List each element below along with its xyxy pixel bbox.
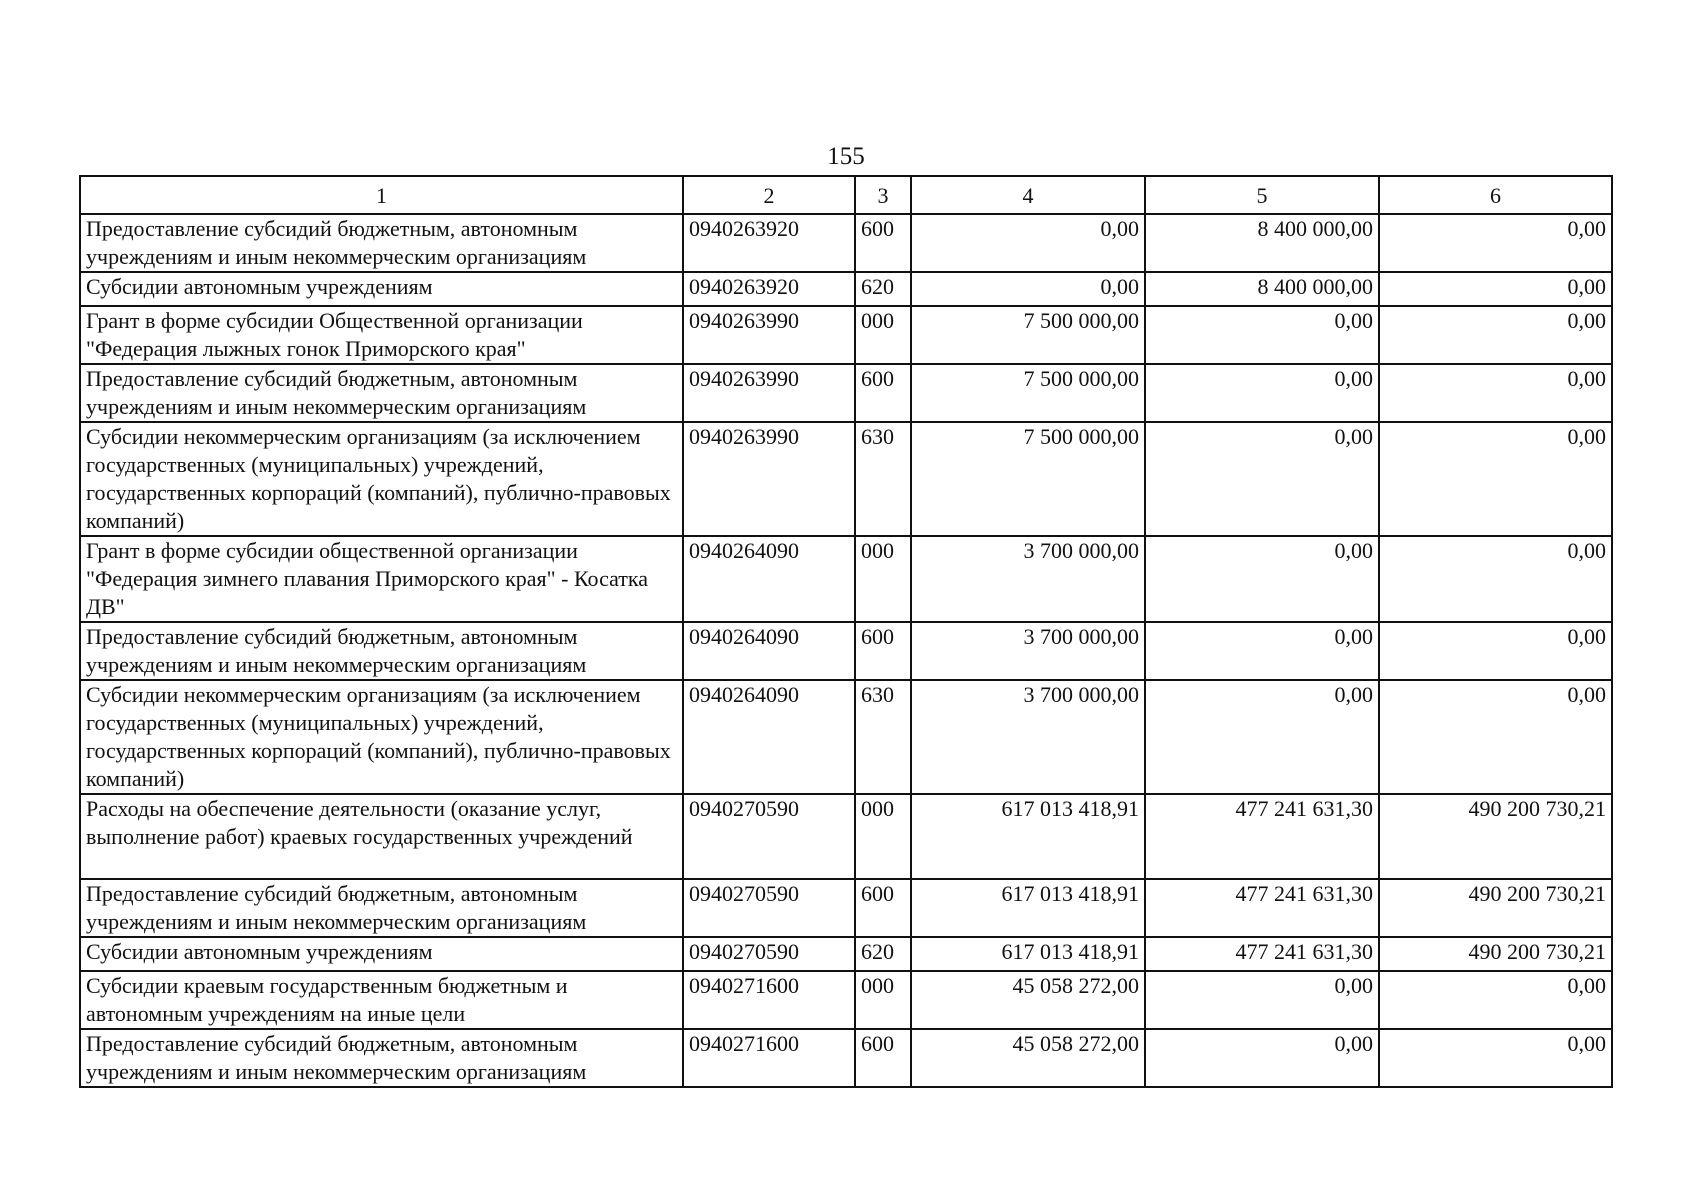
row-name: Предоставление субсидий бюджетным, автономным учреждениям и иным некоммерческим организациям (80, 214, 683, 272)
row-value-4: 3 700 000,00 (911, 680, 1145, 794)
row-type: 630 (855, 422, 911, 536)
row-type: 600 (855, 622, 911, 680)
row-code: 0940271600 (683, 971, 855, 1029)
row-name: Субсидии автономным учреждениям (80, 272, 683, 306)
row-value-4: 617 013 418,91 (911, 794, 1145, 879)
row-name: Субсидии автономным учреждениям (80, 937, 683, 971)
row-name: Предоставление субсидий бюджетным, автономным учреждениям и иным некоммерческим организациям (80, 364, 683, 422)
row-type: 000 (855, 794, 911, 879)
row-type: 600 (855, 214, 911, 272)
row-value-4: 0,00 (911, 214, 1145, 272)
row-code: 0940270590 (683, 794, 855, 879)
table-row (80, 364, 1612, 422)
row-value-6: 0,00 (1379, 622, 1612, 680)
row-type: 000 (855, 306, 911, 364)
row-code: 0940263990 (683, 422, 855, 536)
row-value-4: 7 500 000,00 (911, 364, 1145, 422)
row-value-6: 490 200 730,21 (1379, 794, 1612, 879)
row-value-6: 0,00 (1379, 214, 1612, 272)
column-header-4: 4 (911, 176, 1145, 214)
row-value-5: 0,00 (1145, 422, 1379, 536)
row-name: Грант в форме субсидии общественной организации "Федерация зимнего плавания Приморского края" - Косатка ДВ" (80, 536, 683, 622)
row-value-6: 0,00 (1379, 971, 1612, 1029)
row-value-4: 0,00 (911, 272, 1145, 306)
row-code: 0940271600 (683, 1029, 855, 1087)
row-value-6: 0,00 (1379, 680, 1612, 794)
row-type: 000 (855, 536, 911, 622)
row-type: 600 (855, 879, 911, 937)
table-row (80, 794, 1612, 879)
row-value-6: 0,00 (1379, 1029, 1612, 1087)
row-code: 0940264090 (683, 622, 855, 680)
row-value-6: 0,00 (1379, 306, 1612, 364)
row-code: 0940263990 (683, 364, 855, 422)
row-name: Расходы на обеспечение деятельности (оказание услуг, выполнение работ) краевых государственных учреждений (80, 794, 683, 879)
row-value-4: 617 013 418,91 (911, 937, 1145, 971)
row-code: 0940264090 (683, 680, 855, 794)
table-row (80, 622, 1612, 680)
page-number (0, 142, 1692, 172)
row-value-4: 617 013 418,91 (911, 879, 1145, 937)
row-name: Грант в форме субсидии Общественной организации "Федерация лыжных гонок Приморского края" (80, 306, 683, 364)
row-code: 0940263920 (683, 272, 855, 306)
row-value-4: 7 500 000,00 (911, 306, 1145, 364)
row-value-4: 45 058 272,00 (911, 971, 1145, 1029)
row-value-5: 0,00 (1145, 622, 1379, 680)
row-value-4: 7 500 000,00 (911, 422, 1145, 536)
row-name: Предоставление субсидий бюджетным, автономным учреждениям и иным некоммерческим организациям (80, 622, 683, 680)
row-value-5: 477 241 631,30 (1145, 879, 1379, 937)
row-name: Предоставление субсидий бюджетным, автономным учреждениям и иным некоммерческим организациям (80, 879, 683, 937)
row-value-5: 0,00 (1145, 306, 1379, 364)
row-name: Субсидии краевым государственным бюджетным и автономным учреждениям на иные цели (80, 971, 683, 1029)
column-header-6: 6 (1379, 176, 1612, 214)
column-header-3: 3 (855, 176, 911, 214)
row-value-5: 0,00 (1145, 1029, 1379, 1087)
row-value-5: 0,00 (1145, 680, 1379, 794)
row-name: Предоставление субсидий бюджетным, автономным учреждениям и иным некоммерческим организациям (80, 1029, 683, 1087)
row-value-4: 3 700 000,00 (911, 536, 1145, 622)
row-value-6: 490 200 730,21 (1379, 879, 1612, 937)
budget-table (79, 175, 1613, 1088)
row-code: 0940264090 (683, 536, 855, 622)
row-value-6: 0,00 (1379, 536, 1612, 622)
table-row (80, 422, 1612, 536)
row-value-5: 0,00 (1145, 536, 1379, 622)
row-name: Субсидии некоммерческим организациям (за исключением государственных (муниципальных) учреждений, государственных корпораций (компаний), публично-правовых компаний) (80, 422, 683, 536)
row-code: 0940263990 (683, 306, 855, 364)
row-value-5: 477 241 631,30 (1145, 937, 1379, 971)
row-type: 600 (855, 364, 911, 422)
table-row (80, 272, 1612, 306)
table-row (80, 536, 1612, 622)
row-value-4: 45 058 272,00 (911, 1029, 1145, 1087)
table-row (80, 306, 1612, 364)
table-row (80, 879, 1612, 937)
row-type: 620 (855, 272, 911, 306)
row-type: 620 (855, 937, 911, 971)
column-header-1: 1 (80, 176, 683, 214)
row-type: 600 (855, 1029, 911, 1087)
row-value-5: 0,00 (1145, 971, 1379, 1029)
row-type: 000 (855, 971, 911, 1029)
row-value-5: 477 241 631,30 (1145, 794, 1379, 879)
row-value-6: 0,00 (1379, 364, 1612, 422)
row-value-6: 0,00 (1379, 272, 1612, 306)
row-code: 0940263920 (683, 214, 855, 272)
table-row (80, 937, 1612, 971)
row-value-5: 8 400 000,00 (1145, 272, 1379, 306)
table-row (80, 214, 1612, 272)
row-code: 0940270590 (683, 937, 855, 971)
column-header-2: 2 (683, 176, 855, 214)
row-type: 630 (855, 680, 911, 794)
row-code: 0940270590 (683, 879, 855, 937)
row-value-4: 3 700 000,00 (911, 622, 1145, 680)
row-value-5: 8 400 000,00 (1145, 214, 1379, 272)
row-value-6: 0,00 (1379, 422, 1612, 536)
row-value-6: 490 200 730,21 (1379, 937, 1612, 971)
table-header-row (80, 176, 1612, 214)
table-row (80, 680, 1612, 794)
row-name: Субсидии некоммерческим организациям (за исключением государственных (муниципальных) учреждений, государственных корпораций (компаний), публично-правовых компаний) (80, 680, 683, 794)
row-value-5: 0,00 (1145, 364, 1379, 422)
page-number-text: 155 (827, 143, 865, 170)
column-header-5: 5 (1145, 176, 1379, 214)
table-row (80, 1029, 1612, 1087)
table-row (80, 971, 1612, 1029)
